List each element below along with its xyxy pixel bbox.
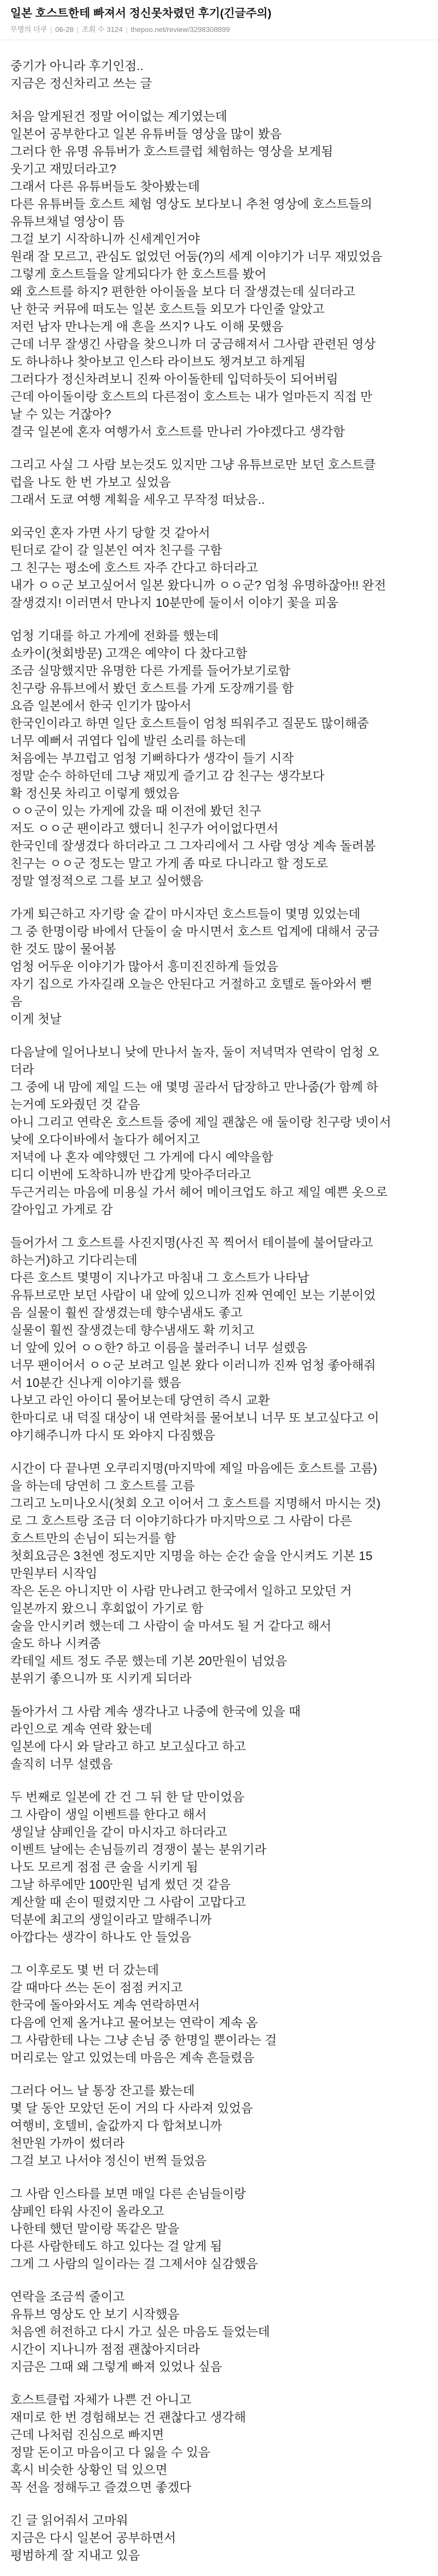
post-text-line: 쇼카이(첫회방문) 고객은 예약이 다 찼다고함 — [10, 647, 247, 660]
post-text-line: 그리고 사실 그 사람 보는것도 있지만 그냥 유튜브로만 보던 호스트클 — [10, 458, 376, 472]
post-text-line: 저런 남자 만나는게 애 흔을 쓰지? 나도 이해 못했음 — [10, 320, 284, 334]
post-text-line: 그 친구는 평소에 호스트 자주 간다고 하더라고 — [10, 561, 258, 575]
meta-separator: | — [50, 25, 53, 33]
post-text-line: 틴더로 같이 갈 일본인 여자 친구를 구함 — [10, 544, 222, 557]
post-text-line: 라인으로 계속 연락 왔는데 — [10, 1722, 153, 1736]
post-text-line: 그 사람한테 나는 그냥 손님 중 한명일 뿐이라는 걸 — [10, 2033, 277, 2047]
post-text-line: 너무 팬이어서 ㅇㅇ군 보려고 일본 왔다 이러니까 진짜 엄청 좋아해줘 — [10, 1359, 376, 1372]
post-text-line: 엄청 어두운 이야기가 많아서 흥미진진하게 들었음 — [10, 960, 279, 974]
post-text-line: 긴 글 읽어줘서 고마워 — [10, 2514, 128, 2528]
post-text-line: 요즘 일본에서 한국 인기가 많아서 — [10, 699, 192, 713]
post-text-line: 지금은 정신차리고 쓰는 글 — [10, 77, 153, 91]
post-paragraph — [10, 1703, 428, 1773]
post-text-line: 한국인이라고 하면 일단 호스트들이 엄청 띄워주고 질문도 많이해줌 — [10, 717, 369, 731]
post-text-line: 혹시 비슷한 상황인 덬 있으면 — [10, 2463, 167, 2477]
post-text-line: 천만원 가까이 썼더라 — [10, 2137, 125, 2150]
post-paragraph — [10, 1962, 428, 2067]
post-text-line: 낮에 오다이바에서 놀다가 헤어지고 — [10, 1133, 200, 1147]
post-text-line: 디디 이번에 도착하니까 반갑게 맞아주더라고 — [10, 1168, 251, 1182]
post-text-line: 일본에 다시 와 달라고 하고 보고싶다고 하고 — [10, 1740, 246, 1754]
post-text-line: 여행비, 호텔비, 술값까지 다 합쳐보니까 — [10, 2119, 222, 2133]
post-text-line: 한 것도 많이 물어봄 — [10, 942, 116, 956]
post-text-line: 호스트클럽 자체가 나쁜 건 아니고 — [10, 2393, 192, 2407]
post-author[interactable]: 무명의 더쿠 — [10, 25, 47, 33]
post-text-line: 계산할 때 손이 떨렸지만 그 사람이 고맙다고 — [10, 1895, 246, 1909]
post-text-line: 그렇게 호스트들을 알게되다가 한 호스트를 봤어 — [10, 267, 267, 281]
post-text-line: 왜 호스트를 하지? 편한한 아이돌을 보다 더 잘생겼는데 싶더라고 — [10, 285, 356, 299]
post-text-line: 날 수 있는 거잖아? — [10, 408, 111, 421]
post-text-line: 서 10분간 신나게 이야기를 했음 — [10, 1376, 181, 1390]
post-text-line: 근데 나처럼 진심으로 빠지면 — [10, 2428, 164, 2442]
post-text-line: 한국에 돌아와서도 계속 연락하면서 — [10, 1998, 200, 2012]
post-meta — [10, 25, 428, 34]
post-text-line: 친구는 ㅇㅇ군 정도는 말고 가게 좀 따로 다니라고 할 정도로 — [10, 857, 328, 871]
post-paragraph — [10, 58, 428, 93]
post-paragraph — [10, 456, 428, 509]
post-text-line: 유튜브채널 영상이 뜸 — [10, 215, 125, 229]
post-paragraph — [10, 2185, 428, 2273]
post-text-line: 작은 돈은 아니지만 이 사람 만나려고 한국에서 일하고 모았던 거 — [10, 1584, 352, 1598]
post-text-line: 자기 집으로 가자길래 오늘은 안된다고 거절하고 호텔로 돌아와서 뻗 — [10, 977, 373, 991]
post-text-line: 갈 때마다 쓰는 돈이 점점 커지고 — [10, 1981, 183, 1995]
post-text-line: 을 하는데 당연히 그 호스트를 고름 — [10, 1479, 195, 1493]
post-header — [0, 0, 438, 40]
post-paragraph — [10, 1234, 428, 1445]
post-date: 06-28 — [55, 25, 74, 33]
post-text-line: 내가 ㅇㅇ군 보고싶어서 일본 왔다니까 ㅇㅇ군? 엄청 유명하잖아!! 완전 — [10, 579, 386, 592]
post-text-line: 그러다 한 유명 유튜버가 호스트클럽 체험하는 영상을 보게됨 — [10, 145, 333, 159]
post-text-line: 저도 ㅇㅇ군 팬이라고 했더니 친구가 어이없다면서 — [10, 822, 279, 836]
post-text-line: 그걸 보기 시작하니까 신세계인거야 — [10, 232, 200, 246]
post-url[interactable]: thepoo.net/review/3298308899 — [130, 25, 230, 33]
post-text-line: 하는거)하고 기다리는데 — [10, 1253, 138, 1267]
post-text-line: 지금은 다시 일본어 공부하면서 — [10, 2531, 176, 2545]
post-text-line: 들어가서 그 호스트를 사진지명(사진 꼭 찍어서 테이블에 불어달라고 — [10, 1236, 373, 1250]
post-text-line: 한국인데 잘생겼다 하더라고 그 그자리에서 그 사람 영상 계속 돌려봄 — [10, 839, 376, 853]
post-paragraph — [10, 1460, 428, 1688]
post-paragraph — [10, 2082, 428, 2170]
post-paragraph — [10, 1044, 428, 1219]
post-text-line: 도 하나하나 찾아보고 인스타 라이브도 챙겨보고 하게됨 — [10, 355, 306, 369]
post-text-line: 잘생겼지! 이러면서 만나지 10분만에 둘이서 이야기 꽃을 피움 — [10, 596, 339, 610]
post-text-line: 가게 퇴근하고 자기랑 술 같이 마시자던 호스트들이 몇명 있었는데 — [10, 907, 361, 921]
post-text-line: 술을 안시키려 했는데 그 사람이 술 마셔도 될 거 같다고 해서 — [10, 1619, 332, 1633]
post-title: 일본 호스트한테 빠져서 정신못차렸던 후기(긴글주의) — [10, 7, 272, 20]
post-text-line: 처음엔 허전하고 다시 가고 싶은 마음도 들었는데 — [10, 2325, 270, 2339]
post-text-line: 두근거리는 마음에 미용실 가서 헤어 메이크업도 하고 제일 예쁜 옷으로 — [10, 1185, 388, 1199]
post-paragraph — [10, 906, 428, 1028]
meta-separator: | — [126, 25, 128, 33]
post-text-line: 그 사람이 생일 이벤트를 한다고 해서 — [10, 1808, 207, 1822]
post-text-line: 칵테일 세트 정도 주문 했는데 기본 20만원이 넘었음 — [10, 1654, 288, 1668]
post-text-line: 야기해주니까 다시 또 와야지 다짐했음 — [10, 1429, 215, 1443]
post-text-line: 술도 하나 시켜줌 — [10, 1637, 101, 1651]
post-text-line: ㅇㅇ군이 있는 가게에 갔을 때 이전에 봤던 친구 — [10, 804, 262, 818]
post-paragraph — [10, 2392, 428, 2497]
post-paragraph — [10, 2512, 428, 2565]
post-text-line: 지금은 그때 왜 그렇게 빠져 있었나 싶음 — [10, 2360, 222, 2374]
post-text-line: 는거예 도와줬던 것 같음 — [10, 1098, 140, 1112]
post-text-line: 그걸 보고 나서야 정신이 번쩍 들었음 — [10, 2154, 207, 2168]
post-text-line: 확 정신못 차리고 이렇게 했었음 — [10, 787, 180, 801]
post-text-line: 갈아입고 가게로 감 — [10, 1203, 113, 1217]
post-text-line: 조금 실망했지만 유명한 다른 가게를 들어가보기로함 — [10, 664, 291, 678]
post-text-line: 음 — [10, 995, 23, 1009]
post-text-line: 다른 호스트 몇명이 지나가고 마침내 그 호스트가 나타남 — [10, 1271, 309, 1285]
post-text-line: 재미로 한 번 경험해보는 건 괜찮다고 생각해 — [10, 2411, 246, 2425]
post-text-line: 나도 모르게 점점 큰 술을 시키게 됨 — [10, 1860, 198, 1874]
post-text-line: 실물이 훨씬 잘생겼는데 향수냄새도 확 끼치고 — [10, 1324, 255, 1337]
post-text-line: 저녁에 나 혼자 예약했던 그 가게에 다시 예약을함 — [10, 1150, 274, 1164]
post-text-line: 분위기 좋으니까 또 시키게 되더라 — [10, 1672, 192, 1686]
post-text-line: 정말 열정적으로 그를 보고 싶어했음 — [10, 874, 204, 888]
post-text-line: 처음에는 부끄럽고 엄청 기뻐하다가 생각이 들기 시작 — [10, 752, 294, 766]
post-text-line: 너무 예뻐서 귀엽다 입에 발린 소리를 하는데 — [10, 734, 246, 748]
post-paragraph — [10, 1789, 428, 1946]
post-text-line: 시간이 지나니까 점점 괜찮아지더라 — [10, 2343, 200, 2357]
post-text-line: 중기가 아니라 후기인점.. — [10, 59, 144, 73]
post-text-line: 두 번째로 일본에 간 건 그 뒤 한 달 만이었음 — [10, 1790, 245, 1804]
post-text-line: 그게 그 사람의 일이라는 걸 그제서야 실감했음 — [10, 2257, 258, 2271]
post-text-line: 만원부터 시작임 — [10, 1567, 97, 1581]
post-text-line: 생일날 샴페인을 같이 마시자고 하더라고 — [10, 1825, 227, 1839]
post-paragraph — [10, 108, 428, 441]
post-text-line: 그래서 다른 유튜버들도 찾아봤는데 — [10, 180, 200, 194]
post-text-line: 정말 돈이고 마음이고 다 잃을 수 있음 — [10, 2446, 210, 2460]
post-text-line: 다른 유튜버들 호스트 체험 영상도 보다보니 추천 영상에 호스트들의 — [10, 197, 373, 211]
post-text-line: 샴페인 타워 사진이 올라오고 — [10, 2205, 164, 2218]
post-paragraph — [10, 524, 428, 612]
post-text-line: 다음날에 일어나보니 낮에 만나서 놀자, 둘이 저녁먹자 연락이 엄청 오 — [10, 1045, 379, 1059]
post-text-line: 더라 — [10, 1063, 35, 1077]
post-text-line: 이게 첫날 — [10, 1012, 62, 1026]
post-text-line: 친구랑 유튜브에서 봤던 호스트를 가게 도장깨기를 함 — [10, 682, 294, 696]
post-text-line: 덕분에 최고의 생일이라고 말해주니까 — [10, 1913, 212, 1927]
post-text-line: 음 실물이 훨씬 잘생겼는데 향수냄새도 좋고 — [10, 1306, 243, 1320]
post-text-line: 아깝다는 생각이 하나도 안 들었음 — [10, 1930, 192, 1944]
post-text-line: 그 사람 인스타를 보면 매일 다른 손님들이랑 — [10, 2187, 246, 2201]
post-text-line: 정말 순수 하하던데 그냥 재밌게 즐기고 감 친구는 생각보다 — [10, 769, 325, 783]
post-text-line: 머리로는 알고 있었는데 마음은 계속 흔들렸음 — [10, 2051, 255, 2065]
post-text-line: 근데 너무 잘생긴 사람을 찾으니까 더 궁금해져서 그사람 관련된 영상 — [10, 337, 376, 351]
post-text-line: 호스트만의 손님이 되는거를 함 — [10, 1532, 176, 1546]
post-views: 조회 수 3124 — [81, 25, 123, 33]
post-text-line: 그 중 한명이랑 바에서 단둘이 술 마시면서 호스트 업계에 대해서 궁금 — [10, 925, 379, 939]
post-text-line: 연락을 조금씩 줄이고 — [10, 2290, 125, 2304]
post-text-line: 럽을 나도 한 번 가보고 싶었음 — [10, 476, 171, 489]
post-text-line: 일본까지 왔으니 후회없이 가기로 함 — [10, 1602, 204, 1616]
post-text-line: 몇 달 동안 모았던 돈이 거의 다 사라져 있었음 — [10, 2102, 253, 2115]
body-top-spacer — [10, 40, 428, 58]
post-text-line: 엄청 기대를 하고 가게에 전화를 했는데 — [10, 629, 219, 643]
post-text-line: 이벤트 날에는 손님들끼리 경쟁이 붙는 분위기라 — [10, 1843, 267, 1857]
post-text-line: 그러다가 정신차려보니 진짜 아이돌한테 입덕하듯이 되어버림 — [10, 372, 339, 386]
post-text-line: 그날 하루에만 100만원 넘게 썼던 것 같음 — [10, 1878, 231, 1892]
post-text-line: 시간이 다 끝나면 오쿠리지명(마지막에 제일 마음에든 호스트를 고름) — [10, 1462, 377, 1476]
post-text-line: 유튜브로만 보던 사람이 내 앞에 있으니까 진짜 연예인 보는 기분이었 — [10, 1289, 376, 1302]
post-text-line: 다음에 언제 올거냐고 물어보는 연락이 계속 옴 — [10, 2016, 258, 2030]
post-text-line: 꼭 선을 정해두고 즐겼으면 좋겠다 — [10, 2481, 192, 2495]
post-text-line: 난 한국 커뮤에 떠도는 일본 호스트들 외모가 다인줄 알았고 — [10, 302, 325, 316]
post-text-line: 돌아가서 그 사람 계속 생각나고 나중에 한국에 있을 때 — [10, 1705, 301, 1719]
post-text-line: 나한테 했던 말이랑 똑같은 말을 — [10, 2222, 180, 2236]
post-text-line: 외국인 혼자 가면 사기 당할 것 같아서 — [10, 526, 210, 540]
post-text-line: 그리고 노미나오시(첫회 오고 이어서 그 호스트를 지명해서 마시는 것) — [10, 1497, 381, 1511]
post-text-line: 평범하게 잘 지내고 있음 — [10, 2549, 140, 2563]
post-text-line: 아니 그리고 연락온 호스트들 중에 제일 괜찮은 애 둘이랑 친구랑 넷이서 — [10, 1115, 392, 1129]
post-text-line: 결국 일본에 혼자 여행가서 호스트를 만나러 가야겠다고 생각함 — [10, 425, 345, 439]
post-text-line: 다른 사람한테도 하고 있다는 걸 알게 됨 — [10, 2240, 222, 2253]
post-text-line: 그래서 도쿄 여행 계획을 세우고 무작정 떠났음.. — [10, 493, 265, 507]
post-text-line: 유튜브 영상도 안 보기 시작했음 — [10, 2308, 180, 2321]
post-text-line: 첫회요금은 3천엔 정도지만 지명을 하는 순간 술을 안시켜도 기본 15 — [10, 1549, 373, 1563]
post-content — [10, 58, 428, 2565]
post-text-line: 처음 알게된건 정말 어이없는 계기였는데 — [10, 110, 227, 124]
post-paragraph — [10, 2289, 428, 2376]
post-text-line: 그러다 어느 날 통장 잔고를 봤는데 — [10, 2084, 195, 2098]
post-text-line: 로 그 호스트랑 조금 더 이야기하다가 마지막으로 그 사람이 다른 — [10, 1514, 352, 1528]
post-paragraph — [10, 628, 428, 890]
post-text-line: 나보고 라인 아이디 물어보는데 당연히 즉시 교환 — [10, 1394, 270, 1408]
post-body — [10, 40, 428, 2576]
post-text-line: 솔직히 너무 설렜음 — [10, 1757, 113, 1771]
post-text-line: 일본어 공부한다고 일본 유튜버들 영상을 많이 봤음 — [10, 127, 282, 141]
post-text-line: 그 중에 내 맘에 제일 드는 애 몇명 골라서 답장하고 만나줌(가 함꼐 하 — [10, 1080, 378, 1094]
post-text-line: 그 이후로도 몇 번 더 갔는데 — [10, 1963, 159, 1977]
post-text-line: 근데 아이돌이랑 호스트의 다른점이 호스트는 내가 얼마든지 직접 만 — [10, 390, 373, 404]
post-text-line: 원래 잘 모르고, 관심도 없었던 어둠(?)의 세계 이야기가 너무 재밌었음 — [10, 250, 382, 264]
meta-separator: | — [76, 25, 79, 33]
post-text-line: 한마디로 내 덕질 대상이 내 연락처를 물어보니 너무 또 보고싶다고 이 — [10, 1411, 379, 1425]
post-text-line: 너 앞에 있어 ㅇㅇ한? 하고 이름을 불러주니 너무 설렜음 — [10, 1341, 308, 1355]
post-text-line: 웃기고 재밌더라고? — [10, 162, 116, 176]
